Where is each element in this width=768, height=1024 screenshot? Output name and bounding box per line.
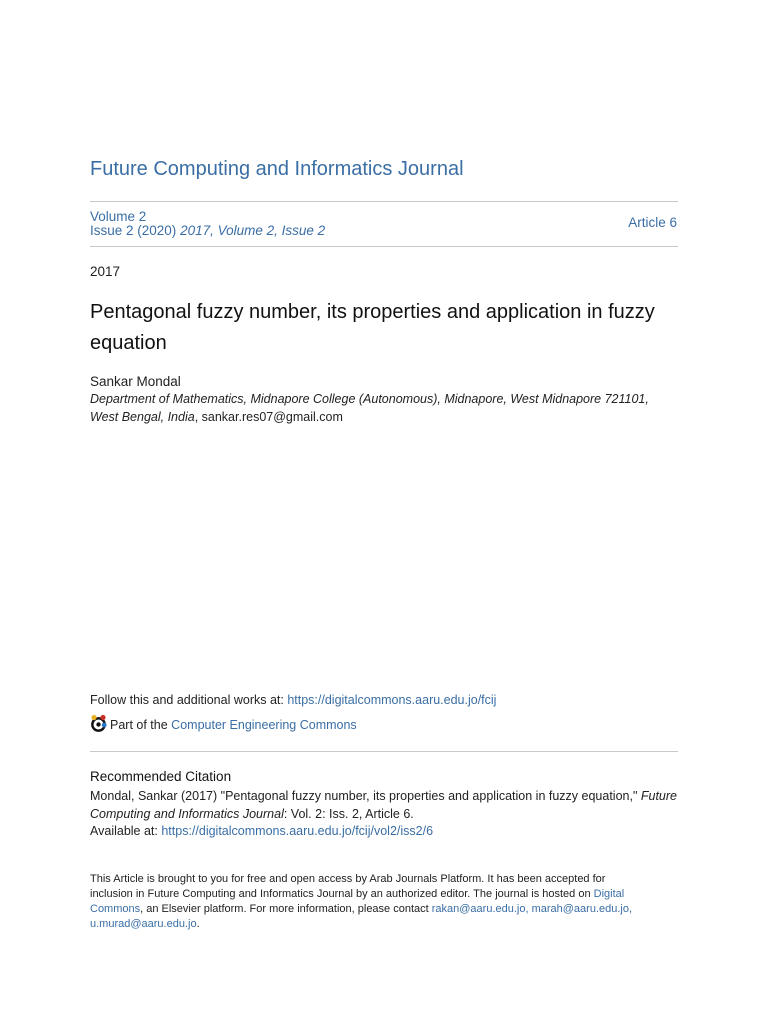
author-affiliation (90, 390, 680, 426)
author-email: sankar.res07@gmail.com (201, 410, 343, 424)
article-link[interactable]: Article 6 (628, 215, 677, 230)
contact-emails-link[interactable]: rakan@aaru.edu.jo, marah@aaru.edu.jo, u.murad@aaru.edu.jo (90, 903, 633, 930)
recommended-citation-heading: Recommended Citation (90, 769, 232, 784)
computer-engineering-commons-link[interactable]: Computer Engineering Commons (171, 718, 357, 732)
affiliation-text: Department of Mathematics, Midnapore College (Autonomous), Midnapore, West Midnapore 721101, West Bengal, India (90, 392, 649, 424)
network-commons-icon (90, 714, 110, 736)
part-of-prefix: Part of the (110, 718, 168, 732)
citation-divider (90, 751, 678, 752)
volume-link[interactable]: Volume 2 (90, 209, 147, 224)
issue-italic-link[interactable]: 2017, Volume 2, Issue 2 (180, 223, 326, 238)
citation-prefix: Mondal, Sankar (2017) "Pentagonal fuzzy number, its properties and application in fuzzy equation," (90, 789, 641, 803)
issue-divider (90, 246, 678, 247)
issue-link[interactable]: Issue 2 (2020) (90, 223, 177, 238)
notice-text-2: , an Elsevier platform. For more information, please contact (140, 903, 432, 915)
issue-block (90, 210, 325, 238)
part-of-line (90, 714, 357, 736)
follow-url-link[interactable]: https://digitalcommons.aaru.edu.jo/fcij (287, 693, 497, 707)
publication-year: 2017 (90, 264, 121, 279)
notice-text-1: This Article is brought to you for free and open access by Arab Journals Platform. It has been accepted for inclusion in Future Computing and Informatics Journal by an authorized editor. The journal is hosted on (90, 873, 606, 900)
top-divider (90, 201, 678, 202)
citation-suffix: : Vol. 2: Iss. 2, Article 6. (283, 806, 414, 821)
citation-journal: Future Computing and Informatics Journal (90, 789, 678, 821)
affiliation-separator: , (194, 410, 202, 424)
journal-title[interactable]: Future Computing and Informatics Journal (90, 158, 464, 180)
notice-text-3: . (196, 918, 200, 930)
follow-prefix: Follow this and additional works at: (90, 693, 288, 707)
paper-title: Pentagonal fuzzy number, its properties and application in fuzzy equation (90, 301, 655, 354)
available-prefix: Available at: (90, 824, 162, 838)
access-notice (90, 872, 650, 932)
citation-text (90, 788, 682, 841)
author-name: Sankar Mondal (90, 374, 181, 389)
digital-commons-link[interactable]: Digital Commons (90, 888, 625, 915)
issue-line (90, 224, 325, 238)
follow-line (90, 693, 496, 707)
available-url-link[interactable]: https://digitalcommons.aaru.edu.jo/fcij/vol2/iss2/6 (161, 824, 434, 838)
